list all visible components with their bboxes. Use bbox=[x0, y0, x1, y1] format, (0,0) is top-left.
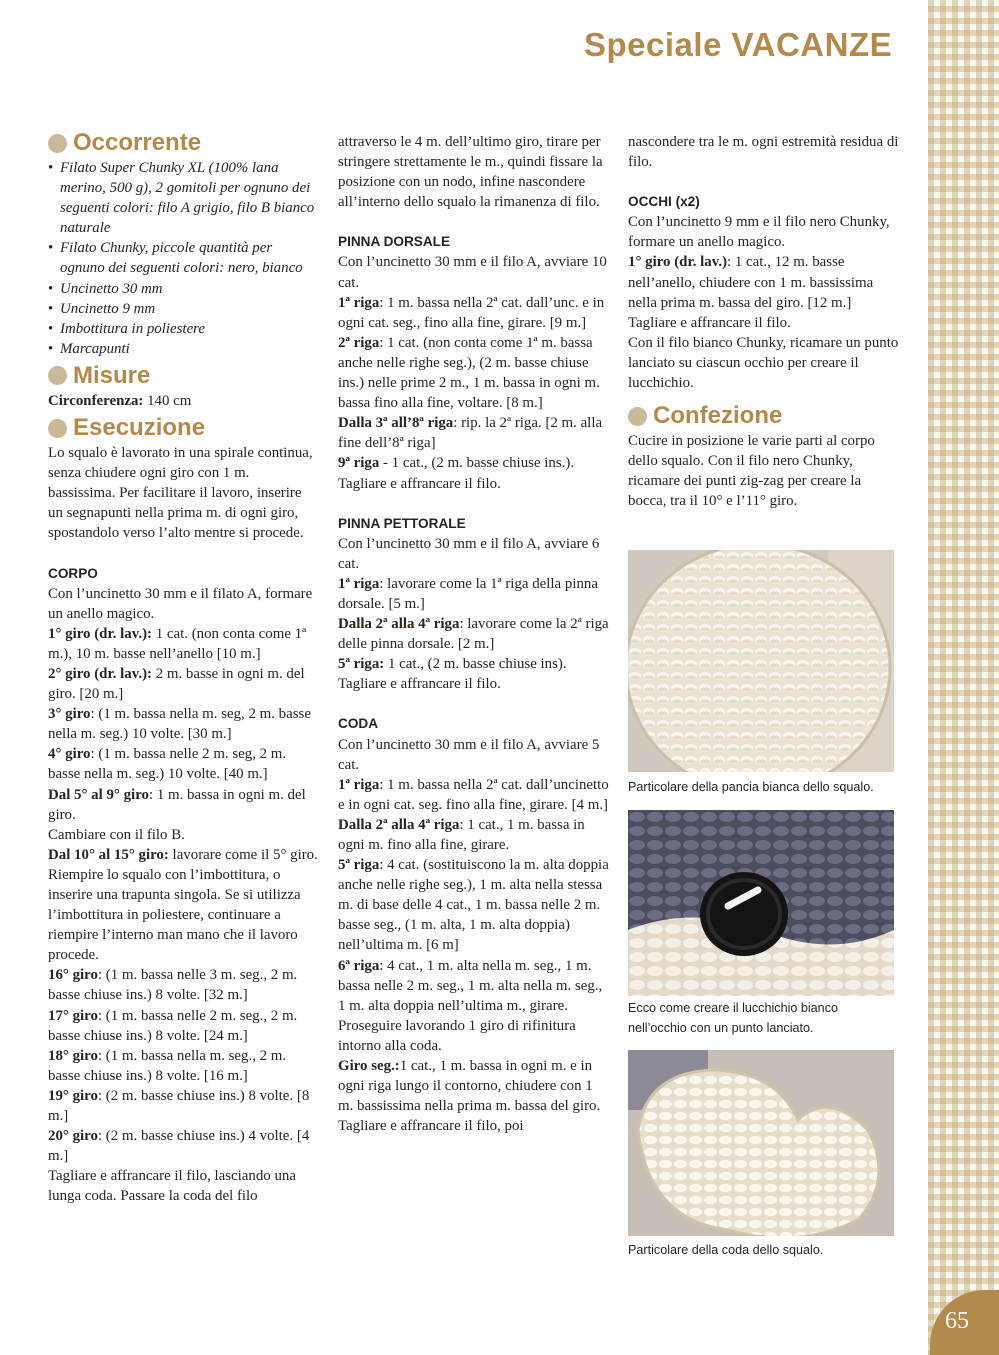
continuation-text: attraverso le 4 m. dell’ultimo giro, tirare per stringere strettamente le m., quindi fissare la posizione con un nodo, infine nascondere all’interno dello squalo la rimanenza di filo. bbox=[338, 134, 603, 211]
pettorale-intro: Con l’uncinetto 30 mm e il filo A, avviare 6 cat. bbox=[338, 535, 600, 572]
instruction-row: 4° giro: (1 m. bassa nelle 2 m. seg, 2 m. basse nella m. seg.) 10 volte. [40 m.] bbox=[48, 746, 287, 783]
subsection-pinna-dorsale: PINNA DORSALE bbox=[338, 234, 451, 250]
instruction-row: 6ª riga: 4 cat., 1 m. alta nella m. seg., 1 m. bassa nelle 2 m. seg., 1 m. alta nella m. seg., 1 m. alta doppia nell’ultima m., girare. bbox=[338, 957, 603, 1014]
list-item: • Imbottitura in poliestere bbox=[60, 319, 320, 339]
page-number: 65 bbox=[945, 1308, 969, 1334]
instruction-row: 18° giro: (1 m. bassa nella m. seg., 2 m. basse chiuse ins.) 8 volte. [16 m.] bbox=[48, 1047, 287, 1084]
instruction-row: 20° giro: (2 m. basse chiuse ins.) 4 volte. [4 m.] bbox=[48, 1128, 310, 1165]
occhi-intro: Con l’uncinetto 9 mm e il filo nero Chunky, formare un anello magico. bbox=[628, 214, 890, 251]
photo-caption: Ecco come creare il lucchichio bianco nell’occhio con un punto lanciato. bbox=[628, 1001, 838, 1035]
subsection-corpo: CORPO bbox=[48, 565, 98, 581]
instruction-row: 5ª riga: 1 cat., (2 m. basse chiuse ins). bbox=[338, 656, 567, 673]
esecuzione-intro: Lo squalo è lavorato in una spirale continua, senza chiudere ogni giro con 1 m. bassissima. Per facilitare il lavoro, inserire un segnapunti nella prima m. di ogni giro, spostandolo verso l’alto mentre si procede. bbox=[48, 445, 313, 542]
bullet-dot-icon bbox=[48, 134, 67, 153]
pettorale-end: Tagliare e affrancare il filo. bbox=[338, 676, 501, 693]
instruction-row: 19° giro: (2 m. basse chiuse ins.) 8 volte. [8 m.] bbox=[48, 1087, 310, 1125]
section-heading-misure: Misure bbox=[48, 361, 320, 391]
occhi-white-text: Con il filo bianco Chunky, ricamare un punto lanciato su ciascun occhio per creare il lucchichio. bbox=[628, 334, 899, 392]
list-item: • Uncinetto 30 mm bbox=[60, 279, 320, 299]
change-yarn-text: Cambiare con il filo B. bbox=[48, 826, 185, 843]
end-text: Tagliare e affrancare il filo, lasciando una lunga coda. Passare la coda del filo bbox=[48, 1168, 296, 1205]
page-header-title: Speciale VACANZE bbox=[584, 26, 893, 63]
white-crochet-belly-image bbox=[628, 550, 894, 772]
instruction-row: 1ª riga: 1 m. bassa nella 2ª cat. dall’unc. e in ogni cat. seg., fino alla fine, girare. [9 m.] bbox=[338, 294, 605, 331]
continuation-text: nascondere tra le m. ogni estremità residua di filo. bbox=[628, 134, 899, 171]
list-item: • Uncinetto 9 mm bbox=[60, 299, 320, 319]
list-item: • Filato Super Chunky XL (100% lana merino, 500 g), 2 gomitoli per ognuno dei seguenti colori: filo A grigio, filo B bianco naturale bbox=[60, 158, 320, 238]
fill-text: Riempire lo squalo con l’imbottitura, o inserire una trapunta singola. Se si utilizza l’imbottitura in poliestere, continuare a riempire l’interno man mano che il lavoro procede. bbox=[48, 866, 301, 964]
list-item: • Filato Chunky, piccole quantità per ognuno dei seguenti colori: nero, bianco bbox=[60, 238, 320, 278]
instruction-row: Dalla 3ª all’8ª riga: rip. la 2ª riga. [2 m. alla fine dell’8ª riga] bbox=[338, 415, 603, 452]
coda-intro: Con l’uncinetto 30 mm e il filo A, avviare 5 cat. bbox=[338, 736, 600, 773]
instruction-row: 9ª riga - 1 cat., (2 m. basse chiuse ins.). bbox=[338, 455, 575, 472]
instruction-row: Giro seg.:1 cat., 1 m. bassa in ogni m. e in ogni riga lungo il contorno, chiudere con 1 m. bassissima nella prima m. bassa del giro. bbox=[338, 1058, 601, 1115]
instruction-row: 1° giro (dr. lav.): 1 cat. (non conta come 1ª m.), 10 m. basse nell’anello [10 m.] bbox=[48, 625, 307, 662]
bullet-dot-icon bbox=[48, 419, 67, 438]
gingham-border bbox=[928, 0, 999, 1355]
photo-eye bbox=[628, 810, 894, 996]
photo-caption: Particolare della coda dello squalo. bbox=[628, 1243, 824, 1257]
instruction-row: 1ª riga: lavorare come la 1ª riga della pinna dorsale. [5 m.] bbox=[338, 575, 598, 612]
section-heading-occorrente: Occorrente bbox=[48, 128, 320, 158]
misure-text: Circonferenza: 140 cm bbox=[48, 392, 192, 409]
instruction-row: 2ª riga: 1 cat. (non conta come 1ª m. bassa anche nelle righe seg.), (2 m. basse chiuse ins.) nelle prime 2 m., 1 m. bassa in ogni m. bassa fino alla fine, voltare. [8 m.] bbox=[338, 334, 600, 412]
coda-finish: Proseguire lavorando 1 giro di rifinitura intorno alla coda. bbox=[338, 1017, 576, 1054]
instruction-row: 2° giro (dr. lav.): 2 m. basse in ogni m. del giro. [20 m.] bbox=[48, 665, 305, 703]
photo-belly bbox=[628, 550, 894, 772]
column-3 bbox=[628, 132, 900, 512]
instruction-row: Dalla 2ª alla 4ª riga: lavorare come la 2ª riga delle pinna dorsale. [2 m.] bbox=[338, 616, 609, 653]
white-crochet-tail-image bbox=[628, 1050, 894, 1236]
confezione-text: Cucire in posizione le varie parti al corpo dello squalo. Con il filo nero Chunky, ricamare dei punti zig-zag per creare la bocca, tra il 10° e l’11° giro. bbox=[628, 433, 875, 510]
instruction-row: Dal 10° al 15° giro: lavorare come il 5° giro. bbox=[48, 846, 318, 863]
subsection-pinna-pettorale: PINNA PETTORALE bbox=[338, 515, 466, 531]
section-heading-confezione: Confezione bbox=[628, 401, 900, 431]
bullet-dot-icon bbox=[628, 407, 647, 426]
instruction-row: 5ª riga: 4 cat. (sostituiscono la m. alta doppia anche nelle righe seg.), 1 m. alta nella stessa m. di base delle 4 cat., 1 m. bassa nelle 2 m. basse seg., (1 m. alta, 1 m. alta doppia) nell’ultima m. [6 m] bbox=[338, 857, 609, 954]
bullet-dot-icon bbox=[48, 366, 67, 385]
shark-eye-image bbox=[628, 810, 894, 996]
instruction-row: 17° giro: (1 m. bassa nelle 2 m. seg., 2 m. basse chiuse ins.) 8 volte. [24 m.] bbox=[48, 1007, 298, 1044]
instruction-row: 16° giro: (1 m. bassa nelle 3 m. seg., 2 m. basse chiuse ins.) 8 volte. [32 m.] bbox=[48, 967, 298, 1004]
corpo-intro: Con l’uncinetto 30 mm e il filato A, formare un anello magico. bbox=[48, 585, 313, 622]
instruction-row: Dalla 2ª alla 4ª riga: 1 cat., 1 m. bassa in ogni m. fino alla fine, girare. bbox=[338, 816, 585, 853]
subsection-coda: CODA bbox=[338, 716, 379, 732]
column-2 bbox=[338, 132, 610, 1136]
instruction-row: 1ª riga: 1 m. bassa nella 2ª cat. dall’uncinetto e in ogni cat. seg. fino alla fine, girare. [4 m.] bbox=[338, 776, 609, 813]
occhi-end: Tagliare e affrancare il filo. bbox=[628, 314, 791, 331]
column-1 bbox=[48, 128, 320, 1207]
list-item: • Marcapunti bbox=[60, 339, 320, 359]
instruction-row: 1° giro (dr. lav.): 1 cat., 12 m. basse nell’anello, chiudere con 1 m. bassissima nella prima m. bassa del giro. [12 m.] bbox=[628, 254, 874, 311]
supplies-list bbox=[48, 158, 320, 359]
subsection-occhi: OCCHI (x2) bbox=[628, 194, 700, 210]
dorsale-intro: Con l’uncinetto 30 mm e il filo A, avviare 10 cat. bbox=[338, 254, 607, 291]
instruction-row: 3° giro: (1 m. bassa nella m. seg, 2 m. basse nella m. seg.) 10 volte. [30 m.] bbox=[48, 706, 311, 743]
instruction-row: Dal 5° al 9° giro: 1 m. bassa in ogni m. del giro. bbox=[48, 786, 306, 823]
section-heading-esecuzione: Esecuzione bbox=[48, 413, 320, 443]
dorsale-end: Tagliare e affrancare il filo. bbox=[338, 475, 501, 492]
photo-tail bbox=[628, 1050, 894, 1236]
coda-end: Tagliare e affrancare il filo, poi bbox=[338, 1118, 524, 1135]
photo-caption: Particolare della pancia bianca dello squalo. bbox=[628, 780, 874, 794]
